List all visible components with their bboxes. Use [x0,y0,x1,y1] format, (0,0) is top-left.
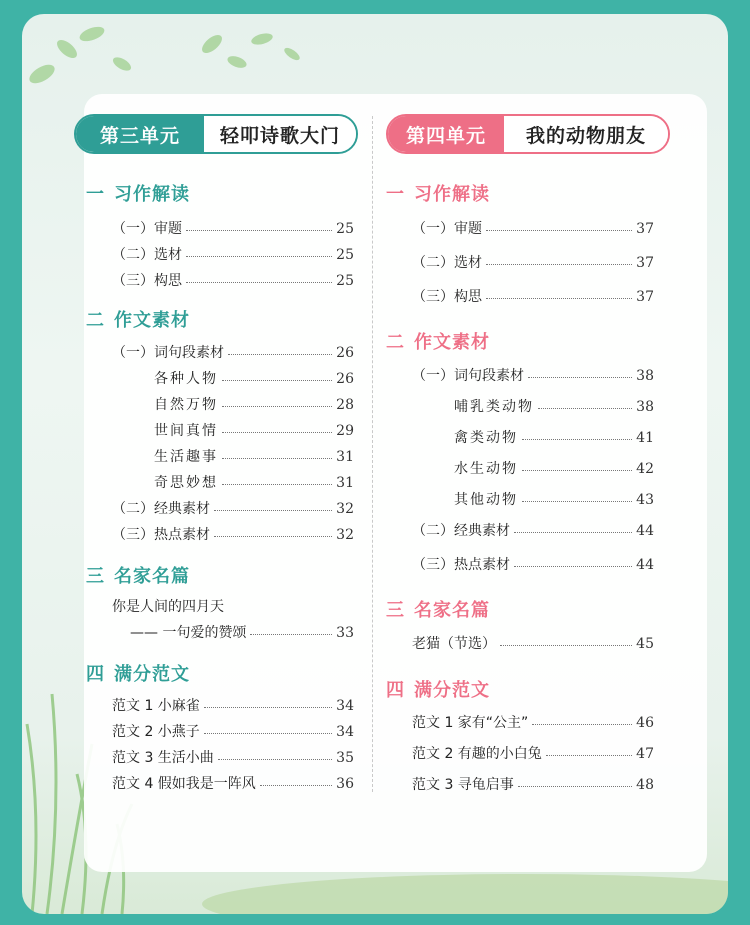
toc-entry[interactable]: 奇思妙想 31 [154,475,354,491]
toc-entry[interactable]: （三）热点素材 32 [112,527,354,543]
unit-name: 我的动物朋友 [504,116,668,152]
section-heading: 一 习作解读 [386,184,490,205]
toc-entry[interactable]: （一）审题 37 [412,221,654,237]
toc-entry[interactable]: （二）经典素材 32 [112,501,354,517]
toc-entry[interactable]: 范文 2 小燕子 34 [112,724,354,740]
toc-entry[interactable]: 范文 3 寻龟启事 48 [412,777,654,793]
toc-entry[interactable]: 其他动物 43 [454,492,654,508]
toc-entry[interactable]: （三）热点素材 44 [412,557,654,573]
toc-entry[interactable]: （二）经典素材 44 [412,523,654,539]
section-heading: 四 满分范文 [86,664,190,685]
toc-entry[interactable]: （二）选材 25 [112,247,354,263]
unit-tag: 第三单元 [76,116,204,152]
toc-entry[interactable]: 老猫（节选） 45 [412,636,654,652]
toc-entry[interactable]: 范文 3 生活小曲 35 [112,750,354,766]
toc-entry[interactable]: （一）词句段素材 26 [112,345,354,361]
toc-entry[interactable]: 自然万物 28 [154,397,354,413]
poem-title[interactable]: 你是人间的四月天 [112,599,224,615]
toc-entry[interactable]: （二）选材 37 [412,255,654,271]
toc-entry[interactable]: 范文 1 小麻雀 34 [112,698,354,714]
toc-entry[interactable]: （一）词句段素材 38 [412,368,654,384]
section-heading: 一 习作解读 [86,184,190,205]
unit-banner [74,114,358,154]
toc-entry[interactable]: 禽类动物 41 [454,430,654,446]
unit-banner [386,114,670,154]
toc-entry[interactable]: 范文 2 有趣的小白兔 47 [412,746,654,762]
section-heading: 二 作文素材 [386,332,490,353]
section-heading: 三 名家名篇 [86,566,190,587]
unit-tag: 第四单元 [388,116,504,152]
toc-entry[interactable]: （一）审题 25 [112,221,354,237]
section-heading: 四 满分范文 [386,680,490,701]
section-heading: 二 作文素材 [86,310,190,331]
toc-entry[interactable]: 生活趣事 31 [154,449,354,465]
toc-entry[interactable]: 范文 4 假如我是一阵风 36 [112,776,354,792]
toc-entry[interactable]: 各种人物 26 [154,371,354,387]
toc-entry[interactable]: （三）构思 25 [112,273,354,289]
unit-name: 轻叩诗歌大门 [204,116,356,152]
toc-entry[interactable]: —— 一句爱的赞颂 33 [130,625,354,641]
toc-entry[interactable]: 范文 1 家有“公主” 46 [412,715,654,731]
toc-entry[interactable]: 水生动物 42 [454,461,654,477]
toc-entry[interactable]: （三）构思 37 [412,289,654,305]
section-heading: 三 名家名篇 [386,600,490,621]
column-divider [372,116,373,792]
toc-entry[interactable]: 哺乳类动物 38 [454,399,654,415]
toc-entry[interactable]: 世间真情 29 [154,423,354,439]
